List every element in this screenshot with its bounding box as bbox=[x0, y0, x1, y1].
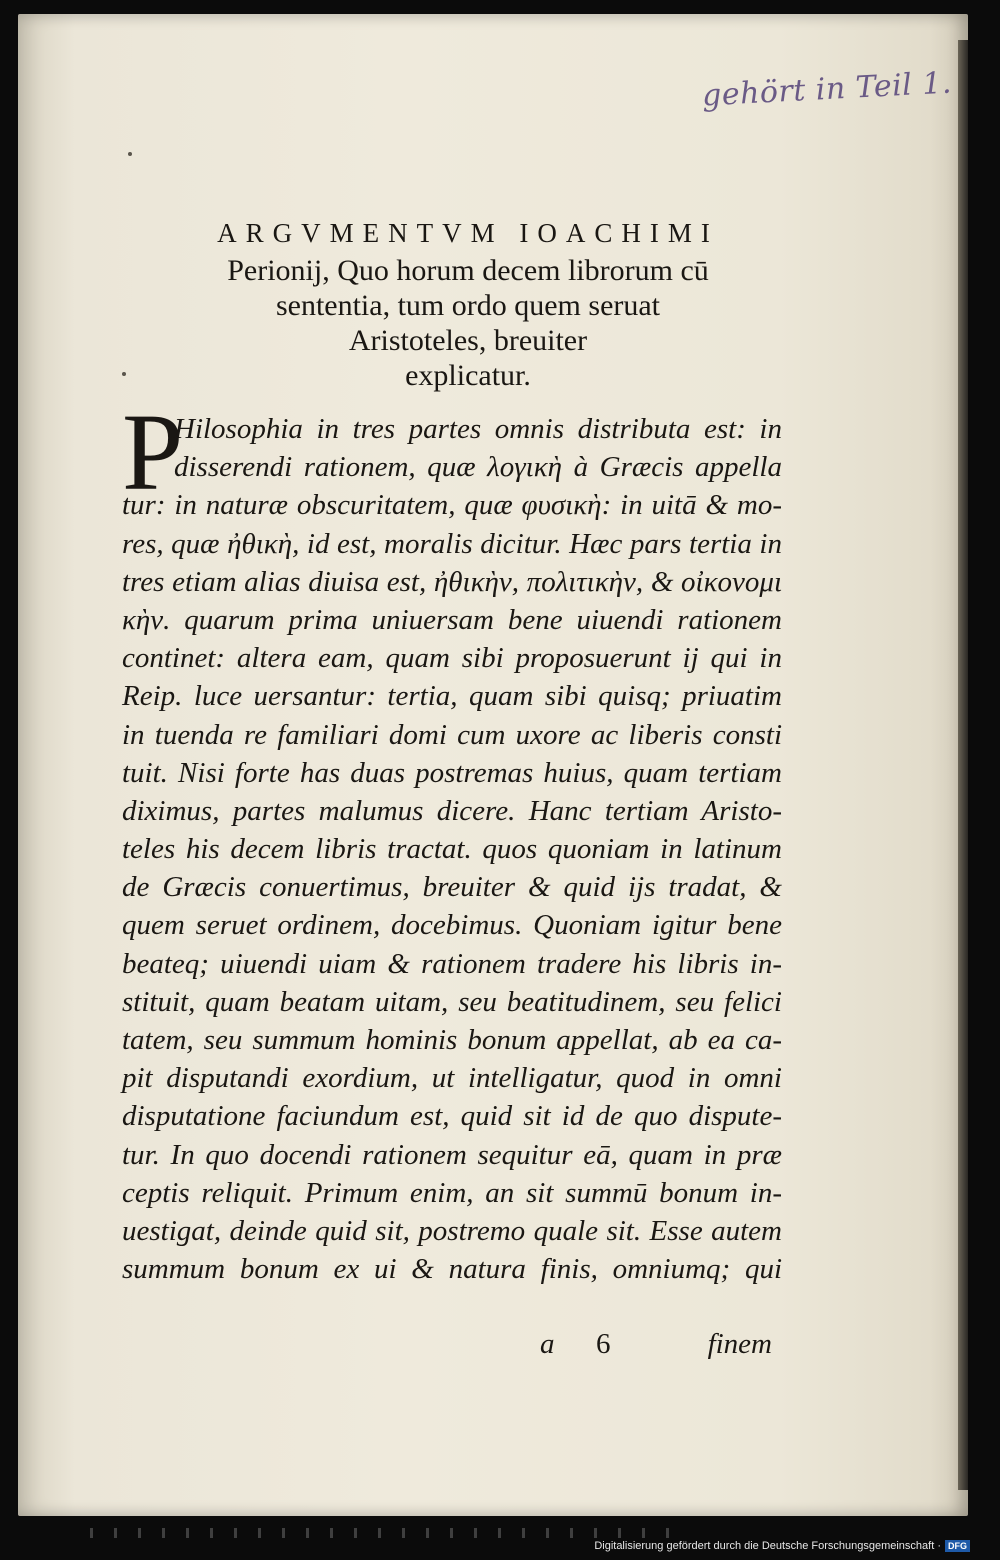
footer-credit: Digitalisierung gefördert durch die Deutsche Forschungsgemeinschaft · bbox=[594, 1540, 941, 1552]
text-line: κὴν. quarum prima uniuersam bene uiuendi rationem bbox=[122, 603, 782, 636]
text-line: tres etiam alias diuisa est, ἠθικὴν, πολιτικὴν, & οἰκονομι bbox=[122, 565, 782, 598]
chapter-heading bbox=[118, 218, 818, 393]
text-line: uestigat, deinde quid sit, postremo quale sit. Esse autem bbox=[122, 1214, 782, 1247]
text-line: tur: in naturæ obscuritatem, quæ φυσικὴ: in uitā & mo- bbox=[122, 489, 782, 522]
heading-line: explicatur. bbox=[405, 359, 531, 392]
text-line: beateq; uiuendi uiam & rationem tradere his libris in- bbox=[122, 947, 782, 980]
digitization-footer bbox=[594, 1540, 970, 1552]
body-text bbox=[122, 410, 782, 1288]
catchword: finem bbox=[707, 1328, 772, 1360]
text-line: in tuenda re familiari domi cum uxore ac liberis consti bbox=[122, 718, 782, 751]
text-line: tur. In quo docendi rationem sequitur eā, quam in præ bbox=[122, 1138, 782, 1171]
text-line: disputatione faciundum est, quid sit id de quo dispute- bbox=[122, 1100, 782, 1133]
dfg-logo-icon: DFG bbox=[945, 1540, 970, 1552]
text-line: Hilosophia in tres partes omnis distributa est: in bbox=[174, 413, 782, 445]
text-line: de Græcis conuertimus, breuiter & quid ijs tradat, & bbox=[122, 871, 782, 904]
signature-mark: a bbox=[540, 1328, 555, 1360]
text-line: res, quæ ἠθικὴ, id est, moralis dicitur. Hæc pars tertia in bbox=[122, 527, 782, 560]
text-line: continet: altera eam, quam sibi proposuerunt ij qui in bbox=[122, 642, 782, 675]
text-line: pit disputandi exordium, ut intelligatur, quod in omni bbox=[122, 1062, 782, 1095]
text-line: tuit. Nisi forte has duas postremas huius, quam tertiam bbox=[122, 756, 782, 789]
text-line: ceptis reliquit. Primum enim, an sit summū bonum in- bbox=[122, 1176, 782, 1209]
text-line: summum bonum ex ui & natura finis, omniumq; qui bbox=[122, 1253, 782, 1286]
heading-capitals: ARGVMENTVM IOACHIMI bbox=[217, 218, 719, 248]
text-line: disserendi rationem, quæ λογικὴ à Græcis appella bbox=[174, 451, 782, 484]
text-line: Reip. luce uersantur: tertia, quam sibi quisq; priuatim bbox=[122, 680, 782, 713]
heading-line: sententia, tum ordo quem seruat bbox=[275, 289, 661, 322]
heading-line: Perionij, Quo horum decem librorum cū bbox=[227, 254, 709, 287]
page-edge bbox=[958, 40, 968, 1490]
signature-number: 6 bbox=[596, 1328, 611, 1360]
text-line: tatem, seu summum hominis bonum appellat, ab ea ca- bbox=[122, 1024, 782, 1056]
text-line: teles his decem libris tractat. quos quoniam in latinum bbox=[122, 833, 782, 866]
text-line: diximus, partes malumus dicere. Hanc tertiam Aristo- bbox=[122, 794, 782, 827]
text-line: quem seruet ordinem, docebimus. Quoniam igitur bene bbox=[122, 909, 782, 942]
heading-line: Aristoteles, breuiter bbox=[348, 324, 588, 357]
text-line: stituit, quam beatam uitam, seu beatitudinem, seu felici bbox=[122, 985, 782, 1018]
handwritten-annotation: gehört in Teil 1. bbox=[701, 65, 953, 114]
scan-border-marks bbox=[90, 1528, 690, 1538]
drop-cap-initial: P bbox=[122, 391, 184, 513]
paper-speck bbox=[128, 152, 132, 156]
